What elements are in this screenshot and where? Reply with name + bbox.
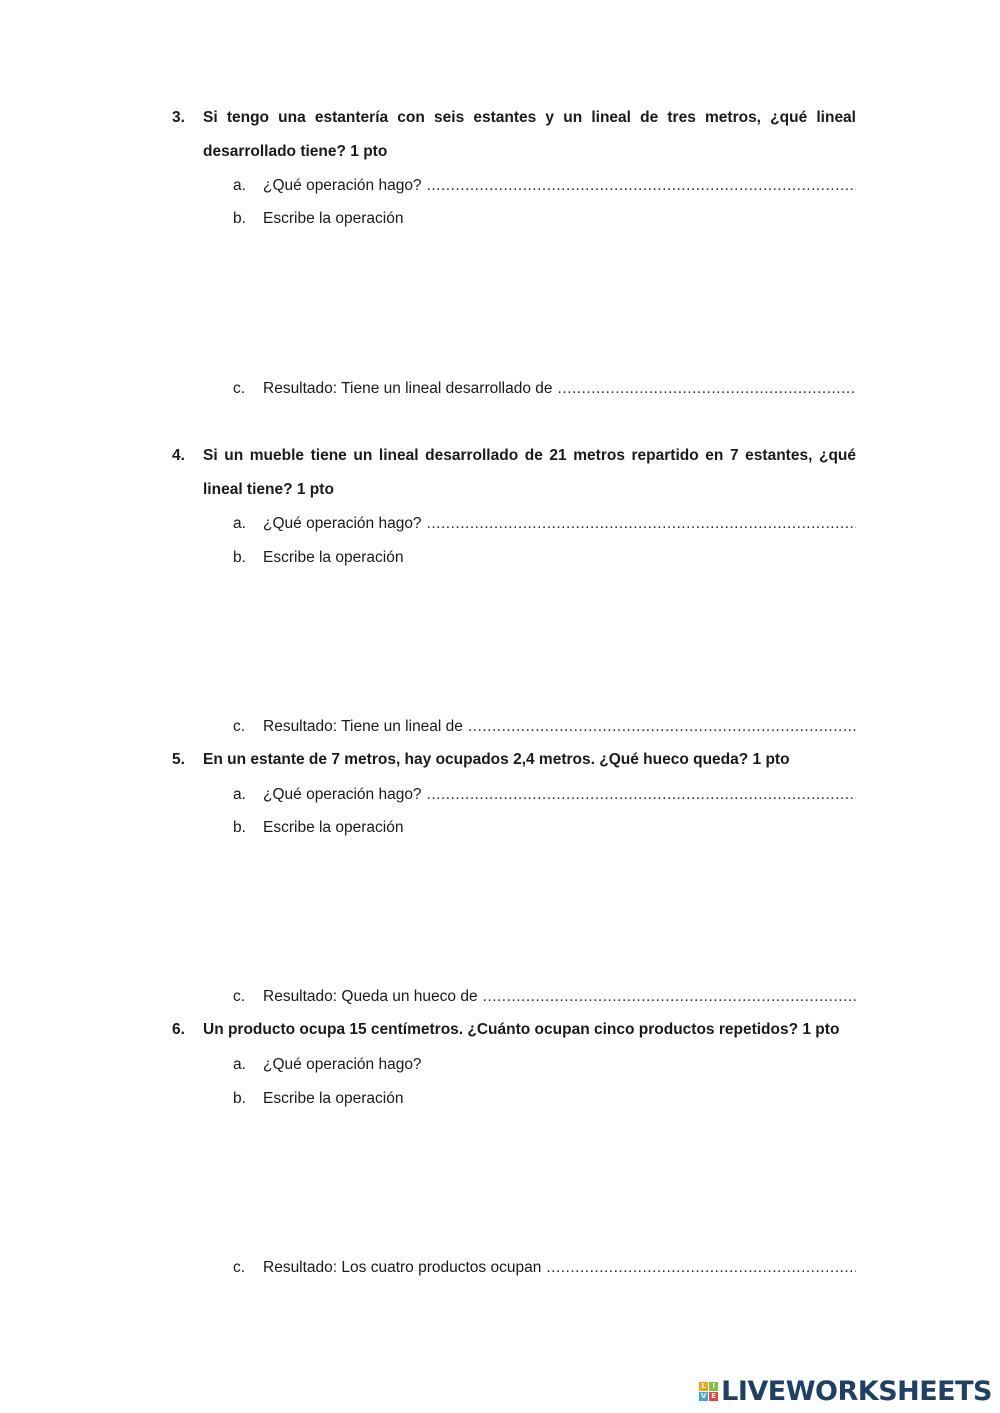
item-letter: b. — [233, 210, 246, 227]
question-text: Si tengo una estantería con seis estantes y un lineal de tres metros, ¿qué lineal desarrollado tiene? 1 pto — [203, 109, 856, 160]
answer-line[interactable] — [427, 784, 856, 806]
logo-mark-tile: L — [699, 1382, 708, 1391]
question-6 — [172, 1013, 856, 1047]
question-5-item-a — [233, 784, 856, 806]
item-text: ¿Qué operación hago? — [263, 515, 422, 532]
item-text: Resultado: Tiene un lineal de — [263, 718, 463, 735]
item-letter: c. — [233, 718, 246, 735]
question-number: 4. — [172, 447, 185, 464]
item-letter: b. — [233, 819, 246, 836]
answer-line[interactable] — [468, 716, 856, 738]
logo-text: LIVEWORKSHEETS — [721, 1376, 992, 1407]
logo-mark-tile: E — [709, 1392, 718, 1401]
item-letter: a. — [233, 786, 246, 803]
item-text: Resultado: Tiene un lineal desarrollado de — [263, 380, 553, 397]
answer-line[interactable] — [546, 1257, 856, 1279]
question-3-item-a — [233, 175, 856, 197]
question-3-item-c — [233, 378, 856, 400]
question-text: En un estante de 7 metros, hay ocupados 2,4 metros. ¿Qué hueco queda? 1 pto — [203, 751, 790, 768]
item-text: Escribe la operación — [263, 210, 404, 227]
answer-line[interactable] — [427, 513, 856, 535]
item-text: Escribe la operación — [263, 819, 404, 836]
answer-line[interactable] — [483, 986, 856, 1008]
item-text: ¿Qué operación hago? — [263, 786, 422, 803]
question-3 — [172, 101, 856, 169]
question-text: Un producto ocupa 15 centímetros. ¿Cuánto ocupan cinco productos repetidos? 1 pto — [203, 1021, 840, 1038]
item-letter: b. — [233, 1090, 246, 1107]
question-3-item-b — [233, 208, 856, 230]
liveworksheets-logo — [699, 1376, 992, 1407]
item-text: Escribe la operación — [263, 549, 404, 566]
item-letter: a. — [233, 1056, 246, 1073]
item-text: Resultado: Queda un hueco de — [263, 988, 478, 1005]
question-6-item-a — [233, 1054, 856, 1076]
item-letter: c. — [233, 380, 246, 397]
logo-mark-tile: I — [709, 1382, 718, 1391]
item-text: Resultado: Los cuatro productos ocupan — [263, 1259, 542, 1276]
question-text: Si un mueble tiene un lineal desarrollado de 21 metros repartido en 7 estantes, ¿qué lineal tiene? 1 pto — [203, 447, 856, 498]
logo-mark-icon — [699, 1382, 718, 1401]
item-text: ¿Qué operación hago? — [263, 177, 422, 194]
answer-line[interactable] — [558, 378, 856, 400]
item-letter: b. — [233, 549, 246, 566]
question-4-item-b — [233, 547, 856, 569]
question-6-item-c — [233, 1257, 856, 1279]
question-4-item-c — [233, 716, 856, 738]
question-5-item-c — [233, 986, 856, 1008]
question-5 — [172, 743, 856, 777]
question-6-item-b — [233, 1088, 856, 1110]
item-letter: c. — [233, 1259, 246, 1276]
question-number: 6. — [172, 1021, 185, 1038]
item-letter: a. — [233, 515, 246, 532]
question-number: 3. — [172, 109, 185, 126]
item-letter: a. — [233, 177, 246, 194]
logo-mark-tile: V — [700, 1392, 707, 1400]
question-4 — [172, 439, 856, 507]
question-5-item-b — [233, 817, 856, 839]
item-letter: c. — [233, 988, 246, 1005]
item-text: ¿Qué operación hago? — [263, 1056, 422, 1073]
question-number: 5. — [172, 751, 185, 768]
question-4-item-a — [233, 513, 856, 535]
item-text: Escribe la operación — [263, 1090, 404, 1107]
answer-line[interactable] — [427, 175, 856, 197]
